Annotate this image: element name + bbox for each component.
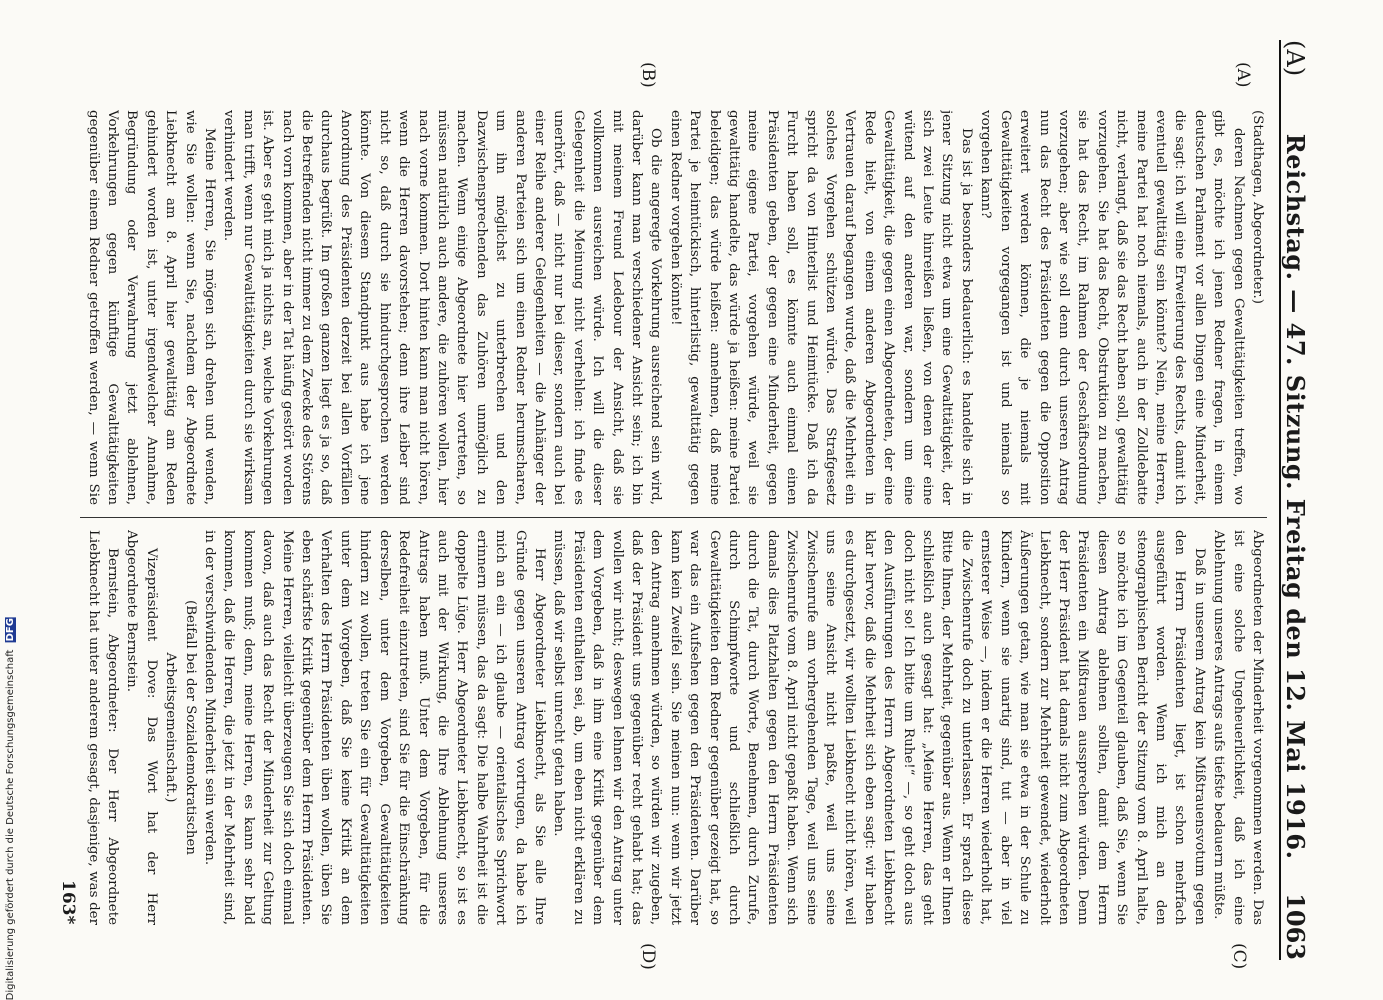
paragraph: Abgeordneten der Minderheit vorgenommen werden. Das ist eine solche Ungeheuerlichkeit, daß ich eine Ablehnung unseres Antrags aufs tiefste bedauern müßte. (1211, 530, 1265, 925)
margin-marker-d: (D) (638, 943, 658, 970)
digitization-credit (2, 0, 18, 1000)
page-title: Reichstag. — 47. Sitzung. Freitag den 12. Mai 1916. (1281, 133, 1310, 860)
speaker-line: (Stadthagen, Abgeordneter.) (1250, 110, 1265, 304)
credit-text: Digitalisierung gefördert durch die Deutsche Forschungsgemeinschaft DFG (4, 617, 16, 1000)
paragraph: Vizepräsident Dove: Das Wort hat der Herr Abgeordnete Bernstein. (124, 530, 159, 925)
right-column (80, 530, 1267, 925)
paragraph: deren Nachmen gegen Gewalttätigkeiten treffen, wo gibt es, möchte ich jenen Redner fragen, in einem deutschen Parlament vor allen Dingen eine Minderheit, die sagt: ich will eine Erweiterung des Rechts, damit ich eventuell gewalttätig sein könnte? Nein, meine Herren, meine Partei hat noch niemals, auch in der Zolldebatte nicht, verlangt, daß sie das Recht haben soll, gewalttätig vorzugehen. Sie hat das Recht, Obstruktion zu machen, sie hat das Recht, im Rahmen der Geschäftsordnung vorzugehen; aber wie soll denn durch unseren Antrag nun das Recht des Präsidenten gegen die Opposition erweitert werden können, die je niemals mit Gewalttätigkeiten vorgegangen ist und niemals so vorgehen kann? (978, 110, 1246, 505)
margin-marker-a: (A) (1233, 62, 1253, 88)
page-header (1279, 40, 1321, 960)
paragraph: Das ist ja besonders bedauerlich: es handelte sich in jener Sitzung nicht etwa um eine Gewalttätigkeit, der sich zwei Leute hinreißen ließen, von denen der eine wütend auf den anderen war, sondern um eine Gewalttätigkeit, die gegen einen Abgeordneten, der eine Rede hielt, von einem anderen Abgeordneten in Vertrauen darauf begangen wurde, daß die Mehrheit ein solches Vorgehen schützen würde. Das Strafgesetz spricht da von Hinterlist und Heimtücke. Daß ich da Furcht haben soll, es könnte auch einmal einen Präsidenten geben, der gegen eine Minderheit, gegen meine eigene Partei, vorgehen würde, weil sie gewalttätig handelte, das würde ja heißen: meine Partei beleidigen; das würde heißen: annehmen, daß meine Partei je heimtückisch, hinterlistig, gewalttätig gegen einen Redner vorgehen könnte! (667, 110, 974, 505)
paragraph: Herr Abgeordneter Liebknecht, als Sie alle Ihre Gründe gegen unseren Antrag vortrugen, da habe ich mich an ein — ich glaube — orientalisches Sprichwort erinnern müssen, das da sagt: Die halbe Wahrheit ist die doppelte Lüge. Herr Abgeordneter Liebknecht, so ist es auch mit der Wirkung, die Ihre Ablehnung unseres Antrags haben muß. Unter dem Vorgeben, für die Redefreiheit einzutreten, sind Sie für die Einschränkung derselben, unter dem Vorgeben, Gewalttätigkeiten hindern zu wollen, treten Sie ein für Gewalttätigkeiten unter dem Vorgeben, daß Sie keine Kritik an dem Verhalten des Herrn Präsidenten üben wollen, üben Sie eben schärfste Kritik gegenüber dem Herrn Präsidenten. Meine Herren, vielleicht überzeugen Sie sich doch einmal davon, daß auch das Recht der Minderheit zur Geltung kommen muß; denn, meine Herren, es kann sehr bald kommen, daß die Herren, die jetzt in der Mehrheit sind, in der verschwindenden Minderheit sein werden. (202, 530, 547, 925)
margin-marker-b: (B) (638, 62, 658, 88)
paragraph: Daß in unserem Antrag kein Mißtrauensvotum gegen den Herrn Präsidenten liegt, ist schon mehrfach ausgeführt worden. Wenn ich mich an den stenographischen Bericht der Sitzung vom 8. April halte, so möchte ich im Gegenteil glauben, daß Sie, wenn Sie diesen Antrag ablehnen sollten, damit dem Herrn Präsidenten ein Mißtrauen aussprechen würden. Denn der Herr Präsident hat damals nicht zum Abgeordneten Liebknecht, sondern zur Mehrheit gewendet, wiederholt Äußerungen getan, wie man sie etwa in der Schule zu Kindern, wenn sie unartig sind, tut — aber in viel ernsterer Weise —, indem er die Herren wiederholt hat, die Zwischenrufe doch zu unterlassen. Er sprach diese Bitte Ihnen, der Mehrheit, gegenüber aus. Wenn er Ihnen schließlich auch gesagt hat: „Meine Herren, das geht doch nicht so! Ich bitte um Ruhe!“ —, so geht doch aus den Ausführungen des Herrn Abgeordneten Liebknecht klar hervor, daß die Mehrheit sich eben sagt: wir haben es durchgesetzt, wir wollten Liebknecht nicht hören, weil uns seine Ansicht nicht paßte, weil uns seine Zwischenrufe am vorhergehenden Tage, weil uns seine Zwischenrufe vom 8. April nicht gepaßt haben. Wenn sich damals dies Platzhalten gegen den Herrn Präsidenten durch die Tat, durch Worte, Benehmen, durch Zurufe, durch Schimpfworte und schließlich durch Gewalttätigkeiten dem Redner gegenüber gezeigt hat, so war das ein Aufsehen gegen den Präsidenten. Darüber kann kein Zweifel sein. Sie meinen nun: wenn wir jetzt den Antrag annehmen würden, so würden wir zugeben, daß der Präsident uns gegenüber recht gehabt hat; das wollen wir nicht; deswegen lehnen wir den Antrag unter dem Vorgeben, daß in ihm eine Kritik gegenüber dem Präsidenten enthalten sei, ab, um eben nicht erklären zu müssen, daß wir selbst unrecht getan haben. (551, 530, 1207, 925)
column-divider (80, 517, 1267, 518)
margin-marker-c: (C) (1229, 943, 1249, 970)
dfg-logo: DFG (4, 617, 16, 641)
page-number: 1063 (1281, 893, 1310, 960)
header-margin-marker: (A) (1281, 40, 1309, 77)
paragraph: Ob die angeregte Vorkehrung ausreichend sein wird, darüber kann man verschiedener Ansicht sein; ich bin mit meinem Freund Ledebour der Ansicht, daß sie vollkommen ausreichen würde. Ich will die dieser Gelegenheit die Meinung nicht verhehlen: ich finde es unerhört, daß — nicht nur bei dieser, sondern auch bei einer Reihe anderer Gelegenheiten — die Anhänger der anderen Parteien sich um einen Redner herumscharen, um ihn möglichst zu unterbrechen und den Dazwischensprechenden das Zuhören unmöglich zu machen. Wenn einige Abgeordnete hier vortreten, so müssen natürlich auch andere, die zuhören wollen, hier nach vorne kommen. Dort hinten kann man nicht hören, wenn die Herren davorstehen; denn ihre Leiber sind nicht so, daß durch sie hindurchgesprochen werden könnte. Von diesem Standpunkt aus habe ich jene Anordnung des Präsidenten derzeit bei allen Vorfällen durchaus begrüßt. Im großen ganzen liegt es ja so, daß die Betreffenden nicht immer zu dem Zwecke des Störens nach vorn kommen, aber in der Tat häufig gestört worden ist. Aber es geht mich ja nichts an, welche Vorkehrungen man trifft, wenn nur Gewalttätigkeiten durch sie wirksam verhindert werden. (221, 110, 664, 505)
folio-number: 163* (58, 880, 78, 925)
paragraph: Meine Herren, Sie mögen sich drehen und wenden, wie Sie wollen: wenn Sie, nachdem der Abgeordnete Liebknecht am 8. April hier gewalttätig am Reden gehindert worden ist, unter irgendwelcher Annahme, Begründung oder Verwahrung jetzt ablehnen, Vorkehrungen gegen künftige Gewalttätigkeiten gegenüber einem Redner getroffen werden, — wenn Sie (85, 110, 218, 505)
paragraph: Bernstein, Abgeordneter: Der Herr Abgeordnete Liebknecht hat unter anderem gesagt, dasjenige, was der (85, 530, 121, 925)
interjection: (Beifall bei der Sozialdemokratischen Arbeitsgemeinschaft.) (163, 599, 198, 856)
left-column (80, 110, 1267, 505)
